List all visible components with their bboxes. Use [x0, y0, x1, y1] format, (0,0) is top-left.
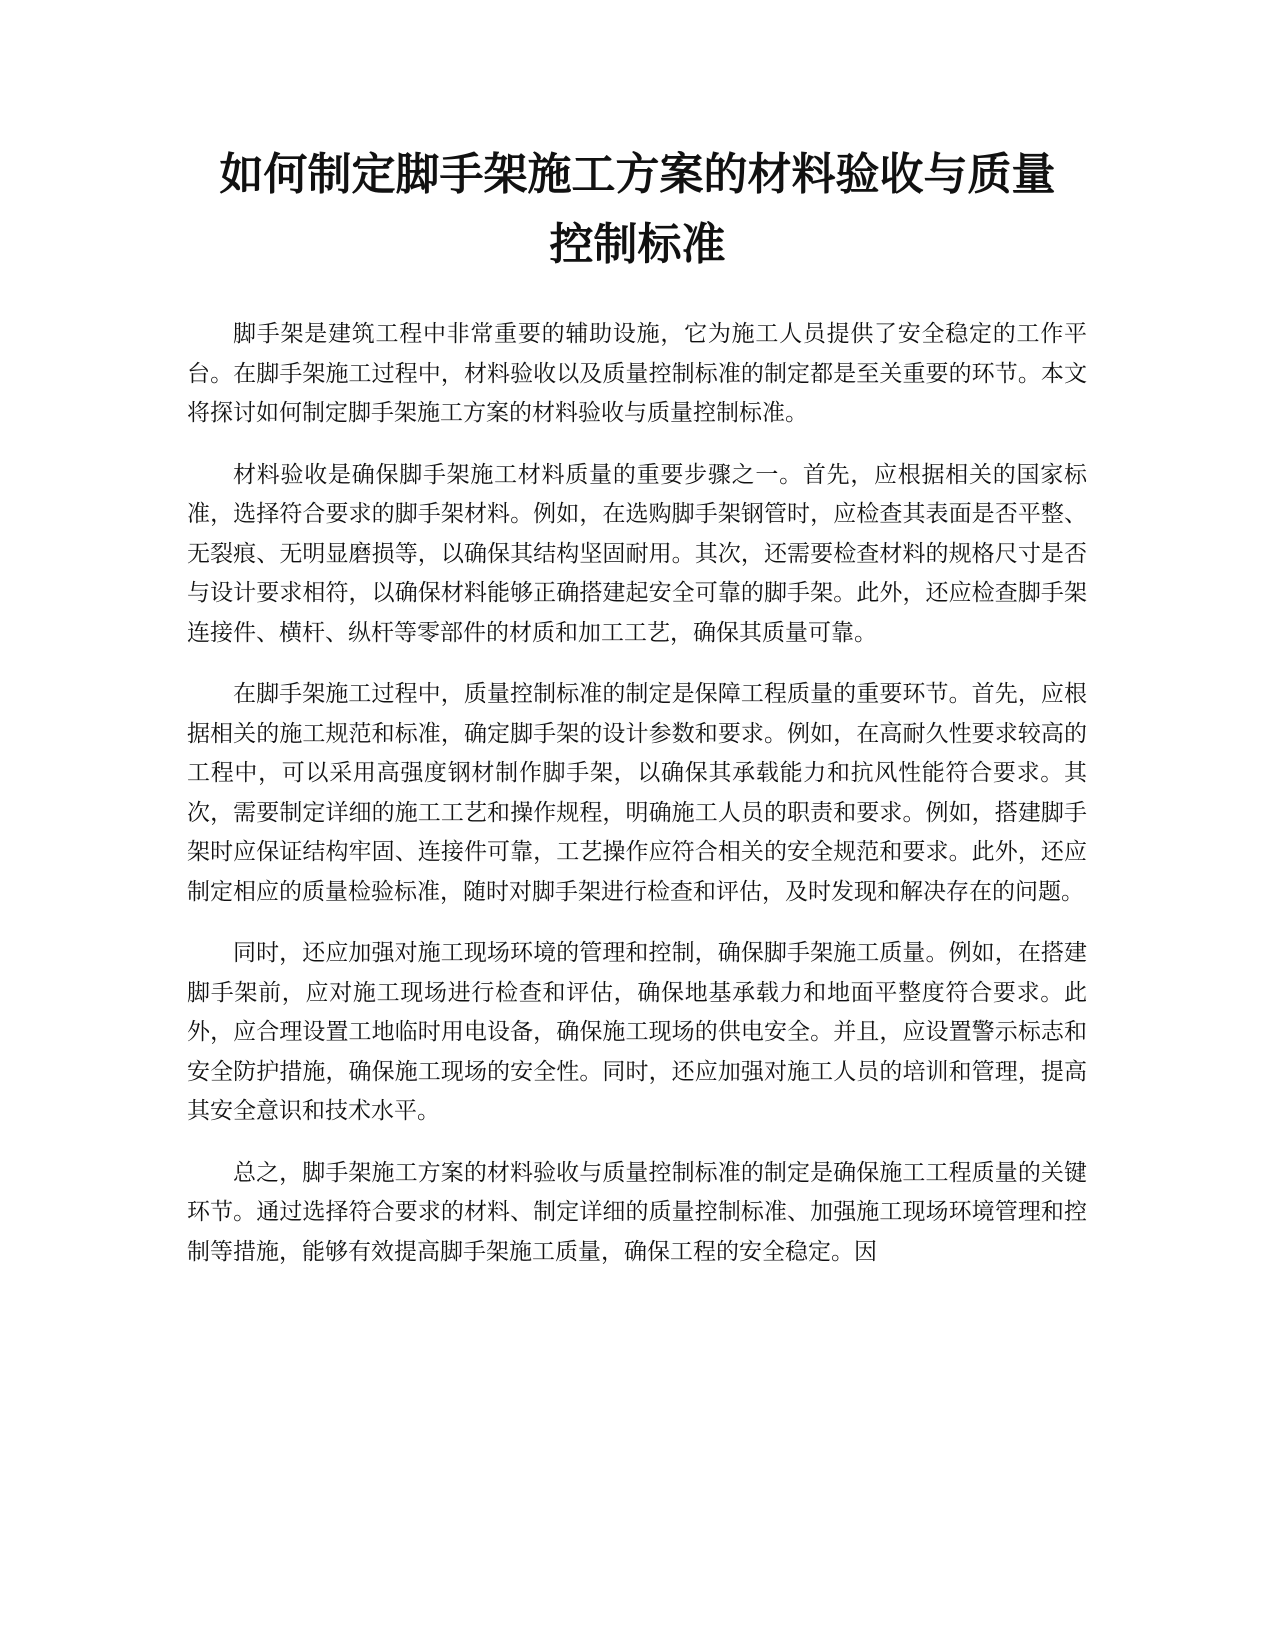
document-title-line-2: 控制标准 [549, 219, 726, 270]
document-body [187, 315, 1087, 1294]
paragraph-quality-control: 在脚手架施工过程中，质量控制标准的制定是保障工程质量的重要环节。首先，应根据相关的施工规范和标准，确定脚手架的设计参数和要求。例如，在高耐久性要求较高的工程中，可以采用高强度钢材制作脚手架，以确保其承载能力和抗风性能符合要求。其次，需要制定详细的施工工艺和操作规程，明确施工人员的职责和要求。例如，搭建脚手架时应保证结构牢固、连接件可靠，工艺操作应符合相关的安全规范和要求。此外，还应制定相应的质量检验标准，随时对脚手架进行检查和评估，及时发现和解决存在的问题。 [187, 681, 1087, 905]
paragraph-intro: 脚手架是建筑工程中非常重要的辅助设施，它为施工人员提供了安全稳定的工作平台。在脚手架施工过程中，材料验收以及质量控制标准的制定都是至关重要的环节。本文将探讨如何制定脚手架施工方案的材料验收与质量控制标准。 [187, 321, 1087, 426]
document-title-line-1: 如何制定脚手架施工方案的材料验收与质量 [219, 149, 1056, 200]
paragraph-material-acceptance: 材料验收是确保脚手架施工材料质量的重要步骤之一。首先，应根据相关的国家标准，选择符合要求的脚手架材料。例如，在选购脚手架钢管时，应检查其表面是否平整、无裂痕、无明显磨损等，以确保其结构坚固耐用。其次，还需要检查材料的规格尺寸是否与设计要求相符，以确保材料能够正确搭建起安全可靠的脚手架。此外，还应检查脚手架连接件、横杆、纵杆等零部件的材质和加工工艺，确保其质量可靠。 [187, 461, 1087, 646]
paragraph-conclusion: 总之，脚手架施工方案的材料验收与质量控制标准的制定是确保施工工程质量的关键环节。通过选择符合要求的材料、制定详细的质量控制标准、加强施工现场环境管理和控制等措施，能够有效提高脚手架施工质量，确保工程的安全稳定。因 [187, 1159, 1087, 1265]
document-title [160, 140, 1115, 280]
paragraph-site-management: 同时，还应加强对施工现场环境的管理和控制，确保脚手架施工质量。例如，在搭建脚手架前，应对施工现场进行检查和评估，确保地基承载力和地面平整度符合要求。此外，应合理设置工地临时用电设备，确保施工现场的供电安全。并且，应设置警示标志和安全防护措施，确保施工现场的安全性。同时，还应加强对施工人员的培训和管理，提高其安全意识和技术水平。 [187, 940, 1087, 1124]
